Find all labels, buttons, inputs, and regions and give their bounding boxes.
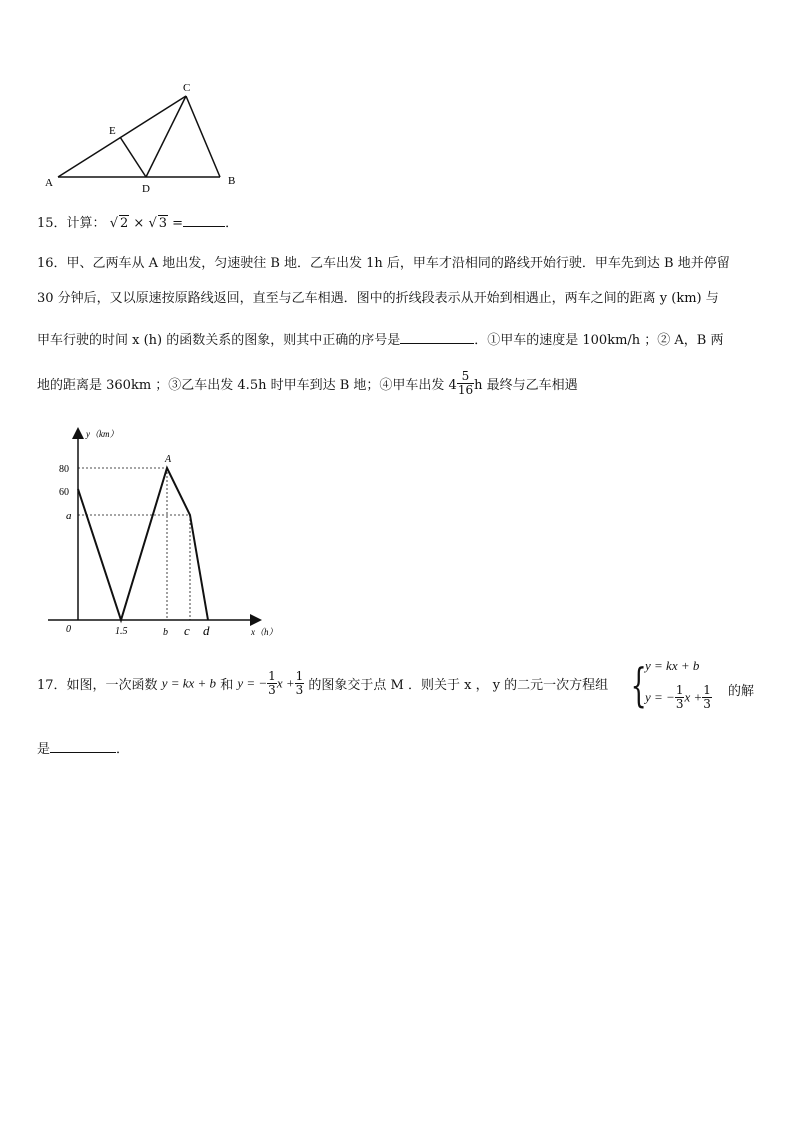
- sqrt-symbol: √: [109, 216, 118, 231]
- y-axis-label: y（km）: [86, 429, 119, 439]
- answer-blank-17[interactable]: [50, 740, 116, 753]
- x-tick-c: c: [184, 623, 190, 638]
- origin-label: 0: [66, 624, 71, 635]
- y-tick-80: 80: [59, 464, 69, 475]
- y-tick-a: a: [66, 510, 72, 522]
- fraction-1-3-a: $\frac{1}{3}$: [268, 669, 276, 697]
- answer-blank-16[interactable]: [400, 331, 474, 344]
- q17-line-2: [37, 738, 129, 757]
- equation-1: y = kx + b: [161, 675, 217, 691]
- x-tick-1-5: 1.5: [115, 626, 128, 637]
- q17-line-1: [37, 670, 608, 697]
- equation-2-start: y = −: [237, 675, 268, 691]
- q16-line-3-start: 甲车行驶的时间 x (h) 的函数关系的图象，则其中正确的序号是: [37, 333, 401, 348]
- label-D: D: [142, 183, 150, 195]
- label-E: E: [109, 125, 116, 137]
- x-axis-label: x（h）: [251, 627, 278, 637]
- answer-blank-15[interactable]: [183, 214, 225, 227]
- label-B: B: [228, 175, 236, 187]
- equation-2-mid: x +: [276, 675, 295, 691]
- distance-polyline: [78, 468, 208, 620]
- sqrt-3: 3: [158, 216, 168, 231]
- sqrt-2: 2: [119, 216, 129, 231]
- q16-line-2: 30 分钟后，又以原速按原路线返回，直至与乙车相遇．图中的折线段表示从开始到相遇止，两车之间的距离 y (km) 与: [37, 291, 719, 306]
- y-tick-60: 60: [59, 487, 69, 498]
- q17-end: ．: [116, 742, 130, 757]
- fraction-5-16: $\frac{5}{16}$: [457, 369, 474, 397]
- distance-time-graph: [44, 424, 289, 646]
- q15-number: 15．计算：: [37, 216, 106, 231]
- q16-line-3: [37, 329, 724, 348]
- question-15: [37, 212, 238, 231]
- label-C: C: [183, 82, 191, 94]
- q15-end: ．: [225, 216, 239, 231]
- system-equation-1: y = kx + b: [645, 658, 700, 673]
- q17-solution-word: 的解: [728, 684, 755, 699]
- fraction-1-3-b: $\frac{1}{3}$: [295, 669, 304, 697]
- times-sign: ×: [133, 216, 145, 231]
- equation-system: [632, 656, 762, 722]
- left-brace: {: [630, 658, 647, 712]
- q16-line-1: 16．甲、乙两车从 A 地出发，匀速驶往 B 地．乙车出发 1h 后，甲车才沿相同的路线开始行驶．甲车先到达 B 地并停留: [37, 256, 730, 271]
- x-tick-d: d: [203, 623, 210, 638]
- q16-line-4: [37, 370, 578, 397]
- segment-CB: [186, 96, 220, 177]
- q17-middle: 的图象交于点 M ．则关于 x ， y 的二元一次方程组: [308, 678, 609, 693]
- segment-ED: [120, 137, 146, 177]
- sqrt-symbol: √: [148, 216, 157, 231]
- x-tick-b: b: [163, 627, 168, 638]
- triangle-figure: [36, 78, 246, 198]
- q16-line-4-end: h 最终与乙车相遇: [474, 378, 578, 393]
- label-A: A: [45, 177, 53, 189]
- system-equation-2: y = − $\frac{1}{3}$ x + $\frac{1}{3}$: [645, 683, 711, 711]
- and-word: 和: [220, 678, 234, 693]
- q17-intro: 17．如图，一次函数: [37, 678, 158, 693]
- q17-is: 是: [37, 742, 51, 757]
- equals-sign: =: [172, 216, 184, 231]
- q16-line-3-end: ．①甲车的速度是 100km/h ；② A，B 两: [474, 333, 724, 348]
- point-A-label: A: [165, 454, 172, 465]
- q16-line-4-start: 地的距离是 360km ；③乙车出发 4.5h 时甲车到达 B 地；④甲车出发 4: [37, 378, 457, 393]
